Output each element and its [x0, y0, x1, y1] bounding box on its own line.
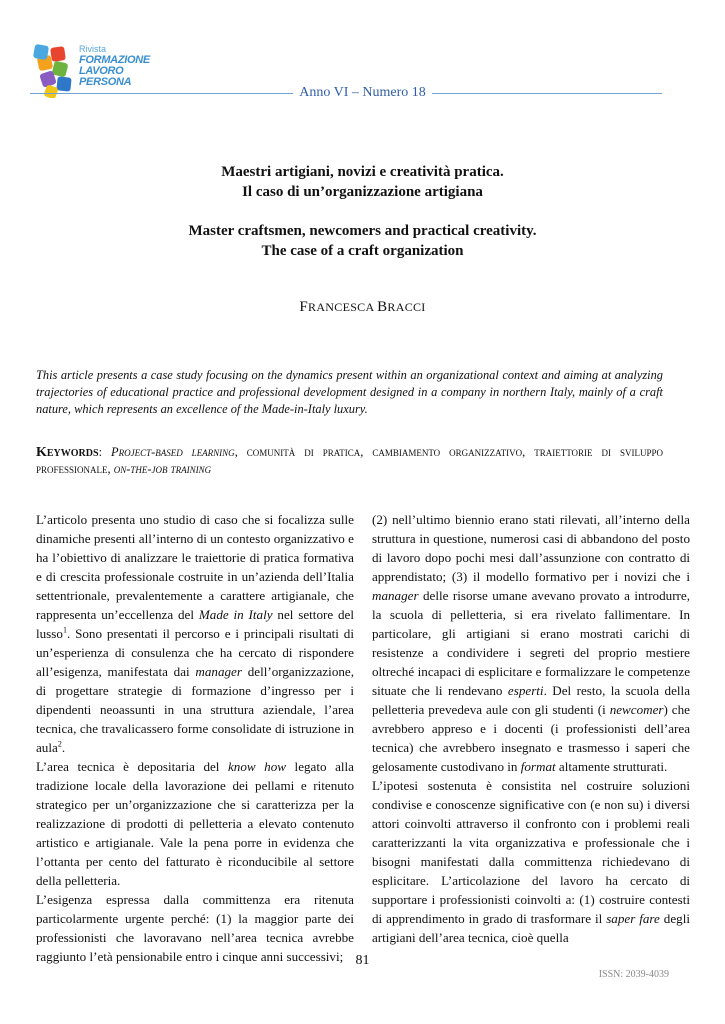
abstract: This article presents a case study focusing on the dynamics present within an organizational context and aiming at analyzing trajectories of educational practice and professional development designed in a company in northern Italy, mainly of a craft nature, which represents an excellence of the Made-in-Italy luxury. [36, 368, 663, 416]
text-run-italic: manager [195, 664, 242, 679]
text-run: L’ipotesi sostenuta è consistita nel costruire soluzioni condivise e conoscenze significative con (e non su) i diversi attori coinvolti attraverso il confronto con i problemi reali caratterizzanti la vita organizzativa e professionale che i bisogni manifestati dalla committenza richiedevano di esplicitare. L’articolazione del lavoro ha cercato di supportare i professionisti coinvolti a: (1) costruire contesti di apprendimento in grado di trasformare il [372, 778, 690, 926]
text-run: dell’organizzazione, di progettare strategie di formazione d’ingresso per i dipendenti neoassunti in una struttura aziendale, l’area tecnica, che travalicassero forme consolidate di istruzione in aula [36, 664, 354, 755]
keywords [36, 444, 663, 478]
issue-text: Anno VI – Numero 18 [293, 85, 432, 100]
page-number: 81 [355, 953, 370, 968]
logo-line-lavoro: LAVORO [79, 65, 124, 77]
logo-line-rivista: Rivista [79, 44, 107, 54]
text-run: L’articolo presenta uno studio di caso che si focalizza sulle dinamiche presenti all’interno di un contesto organizzativo e ha l’obiettivo di analizzare le traiettorie di pratica formativa e di crescita professionale costruite in un’azienda dell’Italia settentrionale, prevalentemente a carattere artigianale, che rappresenta un’eccellenza del [36, 512, 354, 622]
footnote-ref[interactable]: 1 [62, 625, 67, 635]
keyword-last: on-the-job training [113, 462, 212, 476]
author-last-rest: RACCI [387, 300, 426, 314]
body-paragraph [372, 776, 690, 947]
text-run: . [61, 740, 66, 755]
keyword-1: Project-based learning [111, 445, 235, 459]
author-first-rest: RANCESCA [308, 300, 374, 314]
text-run-italic: know how [228, 759, 287, 774]
text-run: L’area tecnica è depositaria del [36, 759, 228, 774]
body-paragraph [36, 510, 354, 757]
text-run: nel settore del lusso [36, 607, 355, 641]
text-run-italic: saper fare [606, 911, 660, 926]
logo-line-persona: PERSONA [79, 76, 132, 88]
text-run: delle risorse umane avevano provato a introdurre, la scuola di pelletteria, si era rivelato fallimentare. In particolare, gli artigiani si erano mostrati carichi di resistenze a condividere i segreti del proprio mestiere oltreché incapaci di esplicitare e formalizzare le competenze situate che li rendevano [372, 588, 690, 698]
keyword-list: , comunità di pratica, cambiamento organizzativo, traiettorie di sviluppo professionale, [36, 445, 663, 476]
logo-line-formazione: FORMAZIONE [79, 54, 150, 66]
author-last-initial: B [377, 299, 388, 315]
title-it-line2: Il caso di un’organizzazione artigiana [242, 184, 483, 200]
body-column-left [36, 510, 354, 966]
text-run-italic: newcomer [609, 702, 664, 717]
text-run: . Del resto, la scuola della pelletteria prevedeva aule con gli studenti (i [372, 683, 691, 717]
keywords-label: Keywords [36, 445, 99, 460]
text-run-italic: Made in Italy [198, 607, 273, 622]
text-run-italic: format [520, 759, 556, 774]
title-en-line2: The case of a craft organization [261, 243, 464, 259]
body-paragraph: L’esigenza espressa dalla committenza era ritenuta particolarmente urgente perché: (1) la maggior parte dei professionisti che lavoravano nell’area tecnica avrebbe raggiunto l’età pensionabile entro i cinque anni successivi; [36, 892, 354, 964]
text-run: altamente strutturati. [555, 759, 668, 774]
footnote-ref[interactable]: 2 [57, 739, 62, 749]
author-first-initial: F [299, 299, 309, 315]
body-column-right [372, 510, 690, 947]
text-run: (2) nell’ultimo biennio erano stati rilevati, all’interno della struttura in questione, numerosi casi di abbandono del posto di lavoro dopo pochi mesi dall’assunzione con contratto di apprendistato; (3) il modello formativo per i novizi che i [372, 512, 690, 584]
issue-label [0, 85, 725, 101]
title-it-line1: Maestri artigiani, novizi e creatività pratica. [221, 164, 504, 180]
text-run: . Sono presentati il percorso e i principali risultati di un’esperienza di consulenza che ha cercato di rispondere all’esigenza, manifestata dai [36, 626, 354, 679]
body-paragraph [372, 510, 690, 776]
logo-wordmark [79, 44, 150, 88]
text-run-italic: manager [372, 588, 419, 603]
title-english [0, 221, 725, 261]
text-run: ) che avrebbero appreso e i docenti (i professionisti dell’area tecnica) che avrebbero insegnato e trasmesso i saperi che gelosamente custodivano in [372, 702, 690, 774]
text-run: legato alla tradizione locale della lavorazione dei pellami e ritenuto strategico per un’organizzazione che si caratterizza per la realizzazione di prodotti di pelletteria a elevato contenuto artistico e artigianale. Vale la pena porre in evidenza che l’ottanta per cento del fatturato è riconducibile al settore della pelletteria. [36, 759, 354, 888]
author-name [0, 299, 725, 316]
title-italian [0, 162, 725, 202]
issn-label: ISSN: 2039-4039 [598, 969, 669, 980]
body-paragraph [36, 757, 354, 890]
text-run-italic: esperti [507, 683, 544, 698]
text-run: degli artigiani dell’area tecnica, cioè quella [372, 911, 690, 945]
title-en-line1: Master craftsmen, newcomers and practical creativity. [188, 223, 537, 239]
keywords-sep: : [98, 445, 112, 459]
